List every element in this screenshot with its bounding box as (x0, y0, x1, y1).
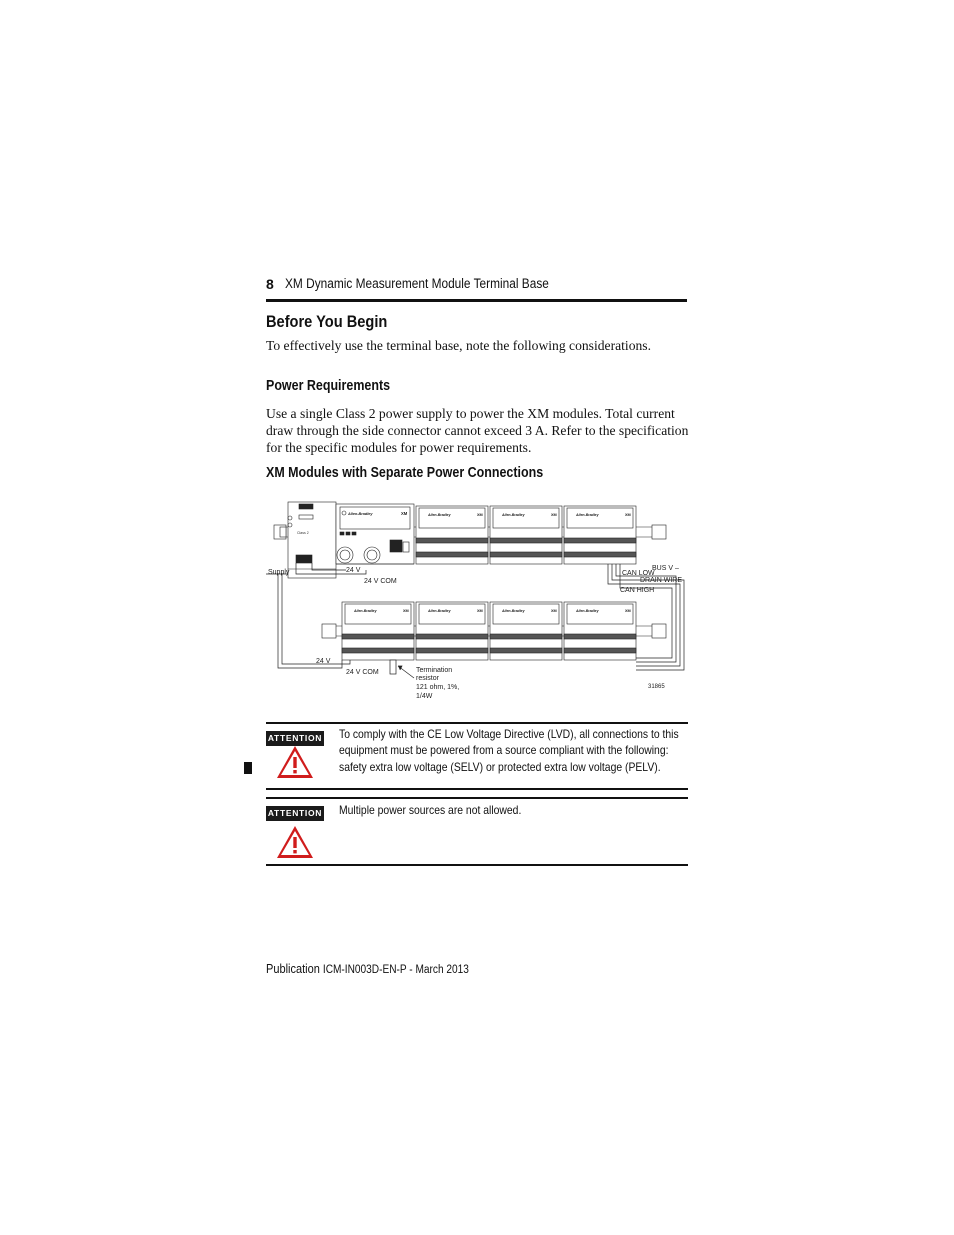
brand-label: Allen-Bradley (354, 609, 377, 613)
running-title: XM Dynamic Measurement Module Terminal Base (285, 276, 549, 291)
page-number: 8 (266, 276, 274, 292)
brand-label: Allen-Bradley (428, 513, 451, 517)
xm-mark: XM (403, 609, 409, 613)
brand-label: Allen-Bradley (428, 609, 451, 613)
change-bar (244, 762, 252, 774)
module-top-3 (490, 506, 562, 564)
header-rule (266, 299, 687, 302)
label-termination: Termination (416, 667, 453, 674)
attention-1-badge: ATTENTION (266, 731, 324, 746)
modules-bottom (342, 602, 636, 660)
xm-mark: XM (477, 513, 483, 517)
xm-mark: XM (625, 513, 631, 517)
xm-mark: XM (551, 609, 557, 613)
module-top-1 (336, 504, 414, 564)
brand-label: Allen-Bradley (502, 609, 525, 613)
power-requirements-heading: Power Requirements (266, 378, 391, 394)
label-24v-top: 24 V (346, 567, 361, 574)
brand-label: Allen-Bradley (348, 512, 373, 516)
modules-top (416, 506, 636, 564)
warning-icon (275, 744, 315, 780)
module-top-4 (564, 506, 636, 564)
label-24v-com-top: 24 V COM (364, 578, 397, 585)
xm-mark: XM (401, 511, 408, 516)
attention-2-text: Multiple power sources are not allowed. (339, 803, 522, 817)
label-can-high: CAN HIGH (620, 587, 655, 594)
intro-paragraph: To effectively use the terminal base, note the following considerations. (266, 338, 651, 353)
module-top-2 (416, 506, 488, 564)
brand-label: Allen-Bradley (502, 513, 525, 517)
label-drain-wire: DRAIN WIRE (640, 577, 682, 584)
attention-1-top-rule (266, 722, 688, 724)
xm-mark: XM (625, 609, 631, 613)
attention-1-text: To comply with the CE Low Voltage Directive (LVD), all connections to this equipment must be powered from a source compliant with the following: safety extra low voltage (SELV) or protected extra low voltage (PELV). (339, 727, 679, 774)
xm-mark: XM (477, 609, 483, 613)
xm-modules-heading: XM Modules with Separate Power Connections (266, 465, 544, 481)
label-24v-bottom: 24 V (316, 658, 331, 665)
label-bus-v: BUS V – (652, 565, 679, 572)
module-bottom-3 (490, 602, 562, 660)
xm-mark: XM (551, 513, 557, 517)
figure-number: 31865 (648, 684, 665, 690)
publication-id: ICM-IN003D-EN-P - March 2013 (322, 964, 469, 976)
publication-label: Publication (266, 962, 320, 976)
label-resistor: resistor (416, 675, 439, 682)
label-can-low: CAN LOW (622, 570, 655, 577)
label-resistor-power: 1/4W (416, 693, 433, 700)
module-bottom-2 (416, 602, 488, 660)
attention-2-bottom-rule (266, 864, 688, 866)
attention-1-bottom-rule (266, 788, 688, 790)
wiring-diagram (266, 494, 688, 700)
power-requirements-paragraph: Use a single Class 2 power supply to power the XM modules. Total current draw through the side connector cannot exceed 3 A. Refer to the specification for the specific modules for power requirements. (266, 406, 689, 456)
warning-icon (275, 824, 315, 860)
class2-label: Class 2 (297, 531, 309, 535)
brand-label: Allen-Bradley (576, 609, 599, 613)
brand-label: Allen-Bradley (576, 513, 599, 517)
attention-2-badge: ATTENTION (266, 806, 324, 821)
label-24v-com-bottom: 24 V COM (346, 669, 379, 676)
publication-footer (266, 962, 469, 976)
attention-2-top-rule (266, 797, 688, 799)
module-bottom-1 (342, 602, 414, 660)
label-supply: Supply (268, 569, 290, 576)
module-bottom-4 (564, 602, 636, 660)
section-title: Before You Begin (266, 312, 388, 331)
label-resistor-value: 121 ohm, 1%, (416, 684, 460, 691)
